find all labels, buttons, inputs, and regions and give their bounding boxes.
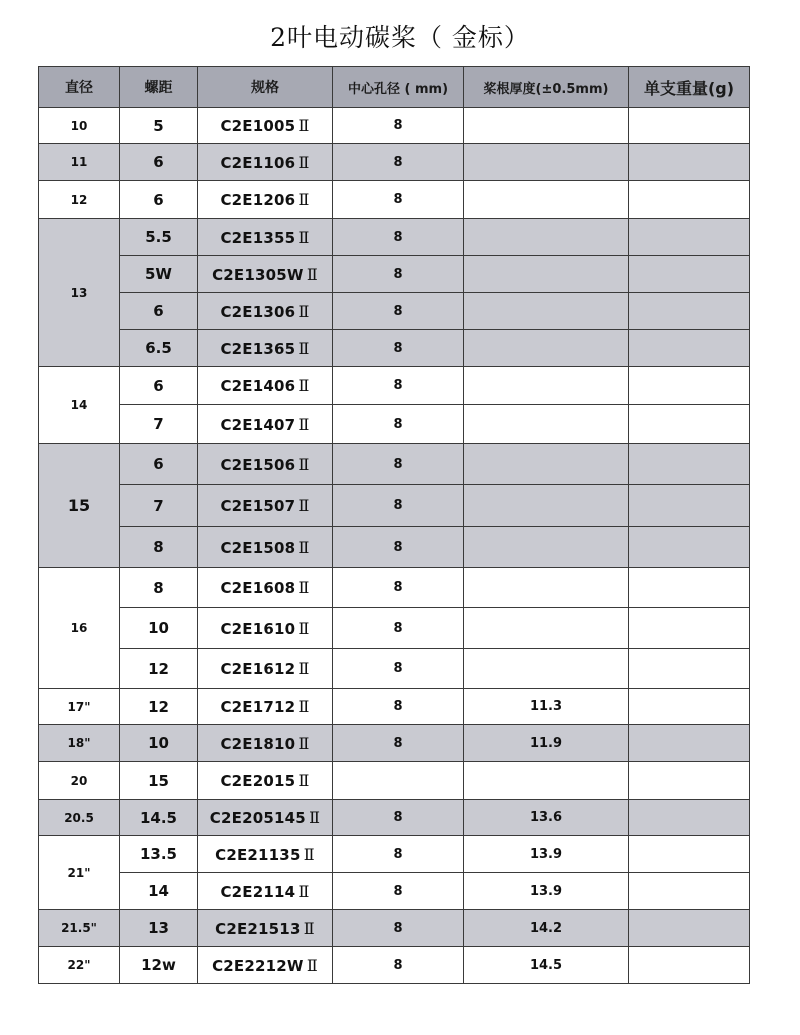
spec-cell xyxy=(198,108,333,144)
hole-cell: 8 xyxy=(333,689,464,725)
spec-suffix: Ⅱ xyxy=(298,414,310,434)
table-row xyxy=(39,293,750,330)
spec-code: C2E1508 xyxy=(220,538,296,557)
pitch-cell: 6 xyxy=(120,367,198,405)
spec-cell xyxy=(198,144,333,181)
spec-suffix: Ⅱ xyxy=(303,918,315,938)
weight-cell xyxy=(629,367,750,405)
thickness-cell xyxy=(464,330,629,367)
weight-cell xyxy=(629,181,750,219)
spec-suffix: Ⅱ xyxy=(309,808,321,827)
hole-cell: 8 xyxy=(333,947,464,984)
diameter-cell: 18" xyxy=(39,725,120,762)
pitch-cell: 6 xyxy=(120,181,198,219)
spec-code: C2E1612 xyxy=(220,660,296,678)
spec-code: C2E1106 xyxy=(220,153,296,172)
table-row xyxy=(39,144,750,181)
spec-code: C2E1355 xyxy=(220,228,296,247)
diameter-cell: 10 xyxy=(39,108,120,144)
spec-code: C2E1507 xyxy=(220,497,296,515)
weight-cell xyxy=(629,144,750,181)
table-row xyxy=(39,725,750,762)
table-row xyxy=(39,181,750,219)
spec-cell xyxy=(198,910,333,947)
thickness-cell xyxy=(464,108,629,144)
spec-code: C2E1610 xyxy=(220,619,296,638)
spec-cell xyxy=(198,444,333,485)
spec-code: C2E1206 xyxy=(220,191,296,209)
table-row xyxy=(39,947,750,984)
weight-cell xyxy=(629,330,750,367)
spec-suffix: Ⅱ xyxy=(306,955,318,975)
spec-suffix: Ⅱ xyxy=(298,659,310,678)
table-row xyxy=(39,689,750,725)
spec-suffix: Ⅱ xyxy=(298,496,310,515)
hole-cell: 8 xyxy=(333,256,464,293)
thickness-cell: 13.9 xyxy=(464,873,629,910)
spec-cell xyxy=(198,485,333,527)
thickness-cell: 11.3 xyxy=(464,689,629,725)
hole-cell: 8 xyxy=(333,293,464,330)
diameter-cell: 22" xyxy=(39,947,120,984)
diameter-cell: 12 xyxy=(39,181,120,219)
diameter-cell: 17" xyxy=(39,689,120,725)
thickness-cell xyxy=(464,649,629,689)
pitch-cell: 8 xyxy=(120,568,198,608)
weight-cell xyxy=(629,873,750,910)
spec-cell xyxy=(198,181,333,219)
hole-cell: 8 xyxy=(333,725,464,762)
spec-code: C2E1712 xyxy=(220,698,296,716)
pitch-cell: 10 xyxy=(120,725,198,762)
hole-cell: 8 xyxy=(333,873,464,910)
spec-code: C2E205145 xyxy=(209,809,306,827)
spec-code: C2E2015 xyxy=(220,772,296,790)
spec-suffix: Ⅱ xyxy=(298,618,310,638)
spec-cell xyxy=(198,836,333,873)
pitch-cell: 5W xyxy=(120,256,198,293)
spec-cell xyxy=(198,256,333,293)
spec-suffix: Ⅱ xyxy=(298,190,310,209)
header-pitch: 螺距 xyxy=(120,67,198,108)
pitch-cell: 6.5 xyxy=(120,330,198,367)
pitch-cell: 5.5 xyxy=(120,219,198,256)
weight-cell xyxy=(629,608,750,649)
spec-code: C2E1608 xyxy=(220,579,296,597)
thickness-cell xyxy=(464,762,629,800)
thickness-cell xyxy=(464,144,629,181)
weight-cell xyxy=(629,649,750,689)
weight-cell xyxy=(629,836,750,873)
spec-suffix: Ⅱ xyxy=(298,537,310,557)
table-row xyxy=(39,367,750,405)
hole-cell: 8 xyxy=(333,144,464,181)
spec-suffix: Ⅱ xyxy=(298,338,310,358)
spec-cell xyxy=(198,649,333,689)
hole-cell: 8 xyxy=(333,568,464,608)
spec-cell xyxy=(198,219,333,256)
pitch-cell: 5 xyxy=(120,108,198,144)
spec-cell xyxy=(198,947,333,984)
pitch-cell: 7 xyxy=(120,405,198,444)
pitch-cell: 14 xyxy=(120,873,198,910)
hole-cell: 8 xyxy=(333,910,464,947)
pitch-cell: 12 xyxy=(120,689,198,725)
hole-cell: 8 xyxy=(333,608,464,649)
spec-suffix: Ⅱ xyxy=(298,376,310,395)
diameter-cell: 14 xyxy=(39,367,120,444)
weight-cell xyxy=(629,910,750,947)
spec-cell xyxy=(198,405,333,444)
weight-cell xyxy=(629,762,750,800)
weight-cell xyxy=(629,405,750,444)
pitch-cell: 10 xyxy=(120,608,198,649)
thickness-cell xyxy=(464,293,629,330)
table-row xyxy=(39,330,750,367)
table-row xyxy=(39,910,750,947)
table-row xyxy=(39,608,750,649)
spec-suffix: Ⅱ xyxy=(298,116,310,135)
spec-cell xyxy=(198,762,333,800)
spec-code: C2E1407 xyxy=(220,415,296,434)
pitch-cell: 14.5 xyxy=(120,800,198,836)
table-row xyxy=(39,836,750,873)
spec-suffix: Ⅱ xyxy=(298,733,310,753)
header-thickness: 桨根厚度(±0.5mm) xyxy=(464,67,629,108)
hole-cell: 8 xyxy=(333,405,464,444)
header-weight: 单支重量(g) xyxy=(629,67,750,108)
pitch-cell: 12w xyxy=(120,947,198,984)
weight-cell xyxy=(629,485,750,527)
thickness-cell xyxy=(464,444,629,485)
thickness-cell xyxy=(464,405,629,444)
spec-cell xyxy=(198,800,333,836)
table-row xyxy=(39,219,750,256)
hole-cell: 8 xyxy=(333,181,464,219)
spec-suffix: Ⅱ xyxy=(303,844,315,864)
spec-cell xyxy=(198,293,333,330)
hole-cell xyxy=(333,762,464,800)
spec-cell xyxy=(198,873,333,910)
diameter-cell: 21" xyxy=(39,836,120,910)
diameter-cell: 13 xyxy=(39,219,120,367)
table-row xyxy=(39,444,750,485)
thickness-cell: 14.5 xyxy=(464,947,629,984)
weight-cell xyxy=(629,689,750,725)
weight-cell xyxy=(629,108,750,144)
pitch-cell: 6 xyxy=(120,293,198,330)
thickness-cell xyxy=(464,367,629,405)
spec-cell xyxy=(198,330,333,367)
weight-cell xyxy=(629,527,750,568)
hole-cell: 8 xyxy=(333,800,464,836)
table-row xyxy=(39,108,750,144)
table-row xyxy=(39,649,750,689)
thickness-cell xyxy=(464,608,629,649)
spec-suffix: Ⅱ xyxy=(298,771,310,790)
spec-code: C2E21135 xyxy=(215,845,301,864)
hole-cell: 8 xyxy=(333,836,464,873)
weight-cell xyxy=(629,725,750,762)
hole-cell: 8 xyxy=(333,108,464,144)
spec-suffix: Ⅱ xyxy=(298,881,310,901)
weight-cell xyxy=(629,219,750,256)
weight-cell xyxy=(629,293,750,330)
diameter-cell: 16 xyxy=(39,568,120,689)
weight-cell xyxy=(629,568,750,608)
diameter-cell: 20.5 xyxy=(39,800,120,836)
weight-cell xyxy=(629,947,750,984)
spec-code: C2E1506 xyxy=(220,455,296,474)
diameter-cell: 21.5" xyxy=(39,910,120,947)
table-row xyxy=(39,485,750,527)
spec-cell xyxy=(198,608,333,649)
spec-suffix: Ⅱ xyxy=(298,697,310,716)
spec-code: C2E1305W xyxy=(212,265,304,284)
spec-suffix: Ⅱ xyxy=(298,152,310,172)
pitch-cell: 13.5 xyxy=(120,836,198,873)
spec-suffix: Ⅱ xyxy=(298,301,310,321)
spec-table xyxy=(38,66,750,984)
header-spec: 规格 xyxy=(198,67,333,108)
thickness-cell: 13.9 xyxy=(464,836,629,873)
spec-cell xyxy=(198,725,333,762)
diameter-cell: 20 xyxy=(39,762,120,800)
header-hole: 中心孔径 ( mm) xyxy=(333,67,464,108)
pitch-cell: 12 xyxy=(120,649,198,689)
weight-cell xyxy=(629,444,750,485)
table-row xyxy=(39,800,750,836)
table-row xyxy=(39,873,750,910)
diameter-cell: 15 xyxy=(39,444,120,568)
spec-cell xyxy=(198,367,333,405)
pitch-cell: 15 xyxy=(120,762,198,800)
thickness-cell: 14.2 xyxy=(464,910,629,947)
spec-cell xyxy=(198,527,333,568)
hole-cell: 8 xyxy=(333,367,464,405)
thickness-cell xyxy=(464,256,629,293)
spec-suffix: Ⅱ xyxy=(306,264,318,284)
thickness-cell xyxy=(464,568,629,608)
diameter-cell: 11 xyxy=(39,144,120,181)
spec-cell xyxy=(198,568,333,608)
pitch-cell: 8 xyxy=(120,527,198,568)
hole-cell: 8 xyxy=(333,219,464,256)
spec-suffix: Ⅱ xyxy=(298,454,310,474)
spec-code: C2E1365 xyxy=(220,339,296,358)
spec-code: C2E2212W xyxy=(212,956,304,975)
thickness-cell xyxy=(464,181,629,219)
thickness-cell: 11.9 xyxy=(464,725,629,762)
pitch-cell: 7 xyxy=(120,485,198,527)
spec-code: C2E1810 xyxy=(220,734,296,753)
hole-cell: 8 xyxy=(333,527,464,568)
table-row xyxy=(39,527,750,568)
pitch-cell: 6 xyxy=(120,444,198,485)
table-row xyxy=(39,762,750,800)
weight-cell xyxy=(629,800,750,836)
spec-suffix: Ⅱ xyxy=(298,578,310,597)
thickness-cell xyxy=(464,527,629,568)
thickness-cell xyxy=(464,485,629,527)
hole-cell: 8 xyxy=(333,485,464,527)
spec-code: C2E2114 xyxy=(220,882,296,901)
table-row xyxy=(39,568,750,608)
header-diameter: 直径 xyxy=(39,67,120,108)
spec-suffix: Ⅱ xyxy=(298,227,310,247)
spec-cell xyxy=(198,689,333,725)
page-title: 2叶电动碳桨（ 金标） xyxy=(270,23,530,52)
spec-code: C2E1306 xyxy=(220,302,296,321)
hole-cell: 8 xyxy=(333,444,464,485)
header-row xyxy=(39,67,750,108)
thickness-cell xyxy=(464,219,629,256)
pitch-cell: 13 xyxy=(120,910,198,947)
hole-cell: 8 xyxy=(333,330,464,367)
spec-code: C2E21513 xyxy=(215,919,301,938)
spec-code: C2E1406 xyxy=(220,377,296,395)
pitch-cell: 6 xyxy=(120,144,198,181)
hole-cell: 8 xyxy=(333,649,464,689)
table-row xyxy=(39,256,750,293)
thickness-cell: 13.6 xyxy=(464,800,629,836)
spec-code: C2E1005 xyxy=(220,117,296,135)
table-row xyxy=(39,405,750,444)
weight-cell xyxy=(629,256,750,293)
